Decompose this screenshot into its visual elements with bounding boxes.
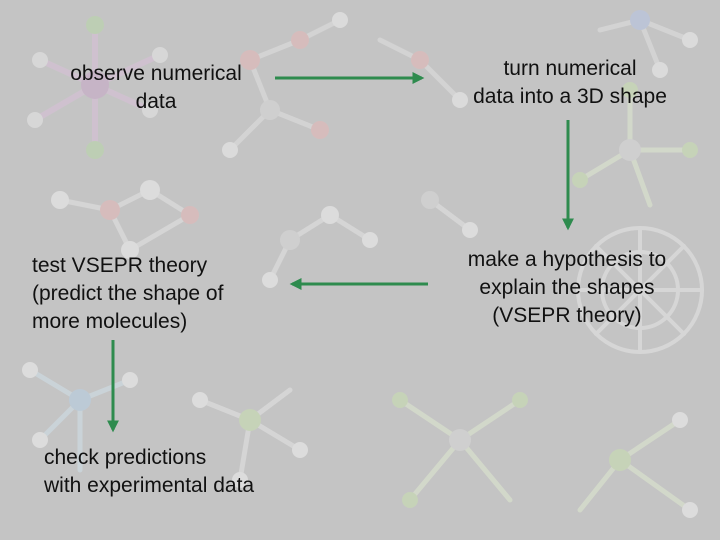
- step-observe: [48, 60, 264, 116]
- step-test-line-2: (predict the shape of: [32, 282, 224, 305]
- step-observe-line-1: observe numerical: [70, 62, 242, 85]
- step-hypothesis-line-1: make a hypothesis to: [467, 248, 667, 271]
- step-hypothesis: [436, 246, 698, 330]
- step-turn: [440, 55, 700, 111]
- step-observe-line-2: data: [135, 90, 177, 113]
- step-check-line-1: check predictions: [44, 446, 207, 469]
- step-check-line-2: with experimental data: [44, 474, 255, 497]
- step-test-line-3: more molecules): [32, 310, 188, 333]
- step-test: [32, 252, 282, 336]
- step-test-line-1: test VSEPR theory: [32, 254, 208, 277]
- step-check: [44, 444, 314, 500]
- step-hypothesis-line-3: (VSEPR theory): [492, 304, 642, 327]
- step-hypothesis-line-2: explain the shapes: [479, 276, 655, 299]
- step-turn-line-1: turn numerical: [503, 57, 637, 80]
- step-turn-line-2: data into a 3D shape: [473, 85, 667, 108]
